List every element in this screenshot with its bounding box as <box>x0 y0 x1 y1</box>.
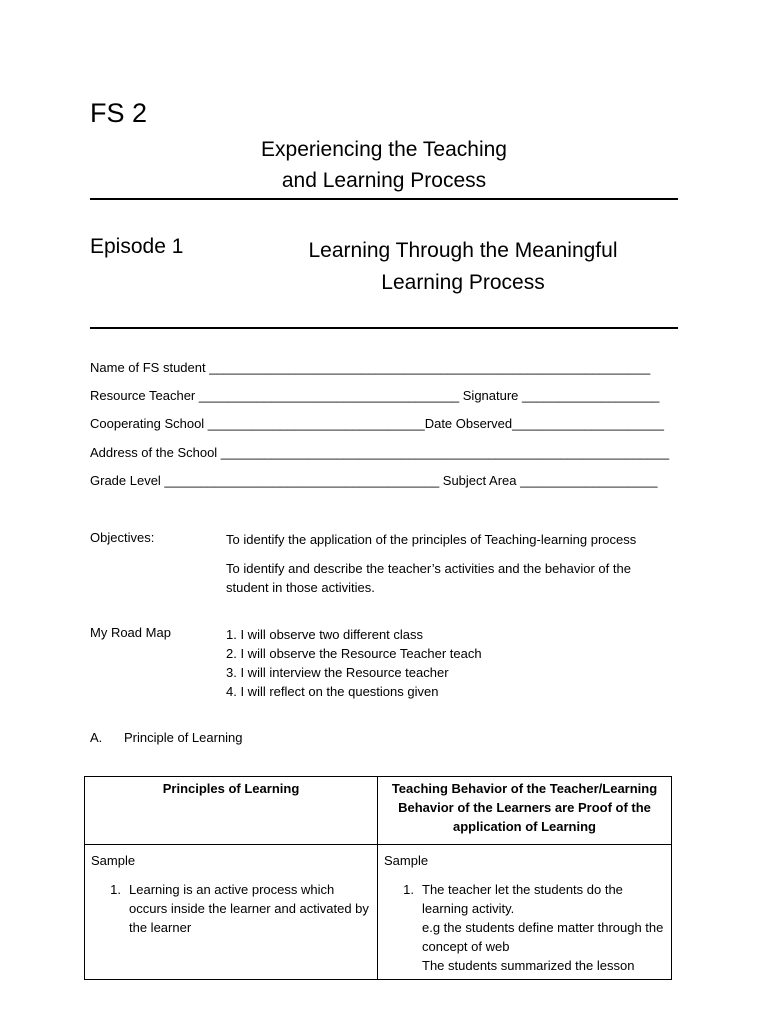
episode-title-line1: Learning Through the Meaningful <box>308 239 618 262</box>
road-map-list <box>226 625 646 701</box>
item-number: 1. <box>110 882 121 897</box>
road-map-item: 4. I will reflect on the questions given <box>226 684 439 699</box>
behavior-line: The teacher let the students do the learning activity. <box>422 882 623 916</box>
course-title-line1: Experiencing the Teaching <box>261 138 507 161</box>
road-map-item: 1. I will observe two different class <box>226 627 424 642</box>
episode-title-line2: Learning Process <box>381 271 545 294</box>
fs-student-name-field[interactable]: Name of FS student _____________________________________________________________ <box>90 360 651 375</box>
road-map-item: 2. I will observe the Resource Teacher teach <box>226 646 482 661</box>
objective-item: To identify and describe the teacher’s activities and the behavior of the student in those activities. <box>226 561 631 595</box>
principle-text: Learning is an active process which occurs inside the learner and activated by the learner <box>129 882 369 935</box>
behavior-text <box>422 880 665 975</box>
behavior-cell <box>378 845 672 980</box>
behavior-line: The students summarized the lesson <box>422 958 635 973</box>
sample-label: Sample <box>91 853 136 868</box>
course-code: FS 2 <box>90 98 148 128</box>
episode-divider <box>90 327 678 329</box>
school-address-field[interactable]: Address of the School ______________________________________________________________ <box>90 445 670 460</box>
course-title-line2: and Learning Process <box>281 169 487 192</box>
resource-teacher-signature-field[interactable]: Resource Teacher ____________________________________ Signature ___________________ <box>90 388 660 403</box>
behavior-item <box>384 880 665 975</box>
principle-cell <box>85 845 378 980</box>
sample-label: Sample <box>384 853 429 868</box>
behavior-line: e.g the students define matter through the concept of web <box>422 920 664 954</box>
objective-item: To identify the application of the principles of Teaching-learning process <box>226 532 637 547</box>
section-a-heading <box>90 730 243 745</box>
principle-item <box>91 880 371 937</box>
cooperating-school-date-field[interactable]: Cooperating School ______________________________Date Observed_____________________ <box>90 416 664 431</box>
episode-title <box>268 235 658 299</box>
episode-label: Episode 1 <box>90 235 184 258</box>
road-map-item: 3. I will interview the Resource teacher <box>226 665 449 680</box>
grade-level-subject-field[interactable]: Grade Level ______________________________________ Subject Area ___________________ <box>90 473 658 488</box>
section-a-title: Principle of Learning <box>124 730 243 745</box>
header-principles: Principles of Learning <box>85 777 378 845</box>
header-teaching-behavior: Teaching Behavior of the Teacher/Learning Behavior of the Learners are Proof of the application of Learning <box>378 777 672 845</box>
objectives-label: Objectives: <box>90 530 155 545</box>
item-number: 1. <box>403 882 414 897</box>
principles-table <box>84 776 672 980</box>
road-map-label: My Road Map <box>90 625 171 640</box>
section-a-letter: A. <box>90 730 103 745</box>
title-divider <box>90 198 678 200</box>
